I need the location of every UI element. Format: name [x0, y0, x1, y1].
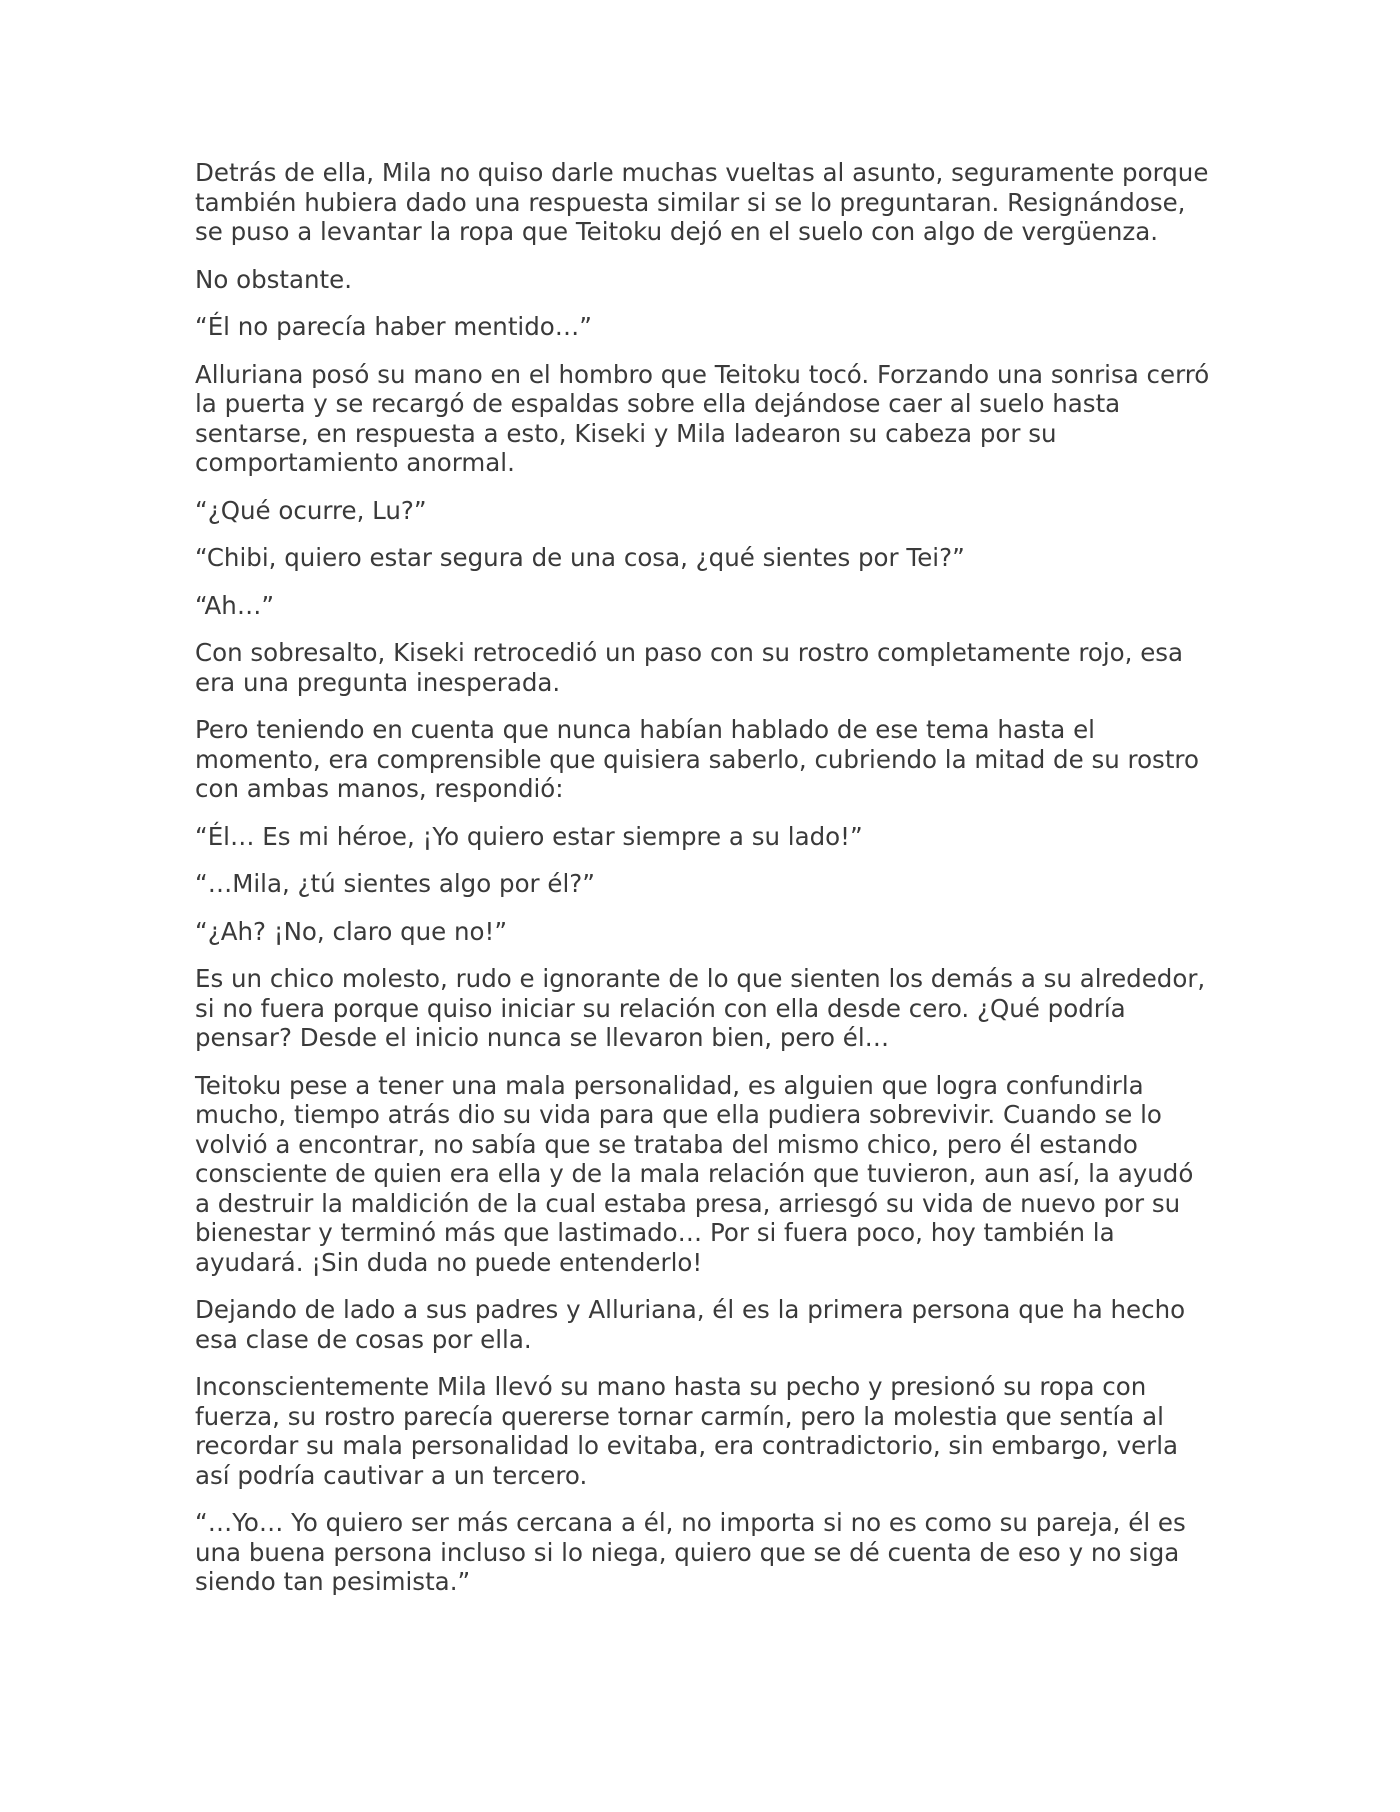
paragraph: “Chibi, quiero estar segura de una cosa, ¿qué sientes por Tei?”: [195, 543, 965, 572]
paragraph: Alluriana posó su mano en el hombro que Teitoku tocó. Forzando una sonrisa cerró la puerta y se recargó de espaldas sobre ella dejándose caer al suelo hasta sentarse, en respuesta a esto, Kiseki y Mila ladearon su cabeza por su comportamiento anormal.: [195, 359, 1210, 477]
paragraph: “Él no parecía haber mentido…”: [195, 312, 592, 341]
paragraph: “…Yo… Yo quiero ser más cercana a él, no importa si no es como su pareja, él es una buena persona incluso si lo niega, quiero que se dé cuenta de eso y no siga siendo tan pesimista.”: [195, 1508, 1186, 1596]
paragraph: Dejando de lado a sus padres y Alluriana, él es la primera persona que ha hecho esa clase de cosas por ella.: [195, 1295, 1186, 1354]
paragraph: “¿Qué ocurre, Lu?”: [195, 495, 427, 525]
paragraph: Es un chico molesto, rudo e ignorante de lo que sienten los demás a su alrededor, si no fuera porque quiso iniciar su relación con ella desde cero. ¿Qué podría pensar? Desde el inicio nunca se llevaron bien, pero él…: [195, 964, 1206, 1052]
document-body: [195, 158, 1210, 1615]
paragraph: No obstante.: [195, 264, 353, 294]
paragraph: “Ah…”: [195, 590, 275, 620]
paragraph: Con sobresalto, Kiseki retrocedió un paso con su rostro completamente rojo, esa era una pregunta inesperada.: [195, 638, 1184, 697]
paragraph: Teitoku pese a tener una mala personalidad, es alguien que logra confundirla mucho, tiempo atrás dio su vida para que ella pudiera sobrevivir. Cuando se lo volvió a encontrar, no sabía que se trataba del mismo chico, pero él estando consciente de quien era ella y de la mala relación que tuvieron, aun así, la ayudó a destruir la maldición de la cual estaba presa, arriesgó su vida de nuevo por su bienestar y terminó más que lastimado… Por si fuera poco, hoy también la ayudará. ¡Sin duda no puede entenderlo!: [195, 1070, 1194, 1277]
paragraph: “¿Ah? ¡No, claro que no!”: [195, 916, 508, 946]
paragraph: “…Mila, ¿tú sientes algo por él?”: [195, 869, 595, 898]
paragraph: “Él… Es mi héroe, ¡Yo quiero estar siempre a su lado!”: [195, 821, 863, 851]
paragraph: Inconscientemente Mila llevó su mano hasta su pecho y presionó su ropa con fuerza, su rostro parecía quererse tornar carmín, pero la molestia que sentía al recordar su mala personalidad lo evitaba, era contradictorio, sin embargo, verla así podría cautivar a un tercero.: [195, 1372, 1179, 1490]
paragraph: Pero teniendo en cuenta que nunca habían hablado de ese tema hasta el momento, era comprensible que quisiera saberlo, cubriendo la mitad de su rostro con ambas manos, respondió:: [195, 715, 1199, 803]
paragraph: Detrás de ella, Mila no quiso darle muchas vueltas al asunto, seguramente porque también hubiera dado una respuesta similar si se lo preguntaran. Resignándose, se puso a levantar la ropa que Teitoku dejó en el suelo con algo de vergüenza.: [195, 158, 1209, 246]
